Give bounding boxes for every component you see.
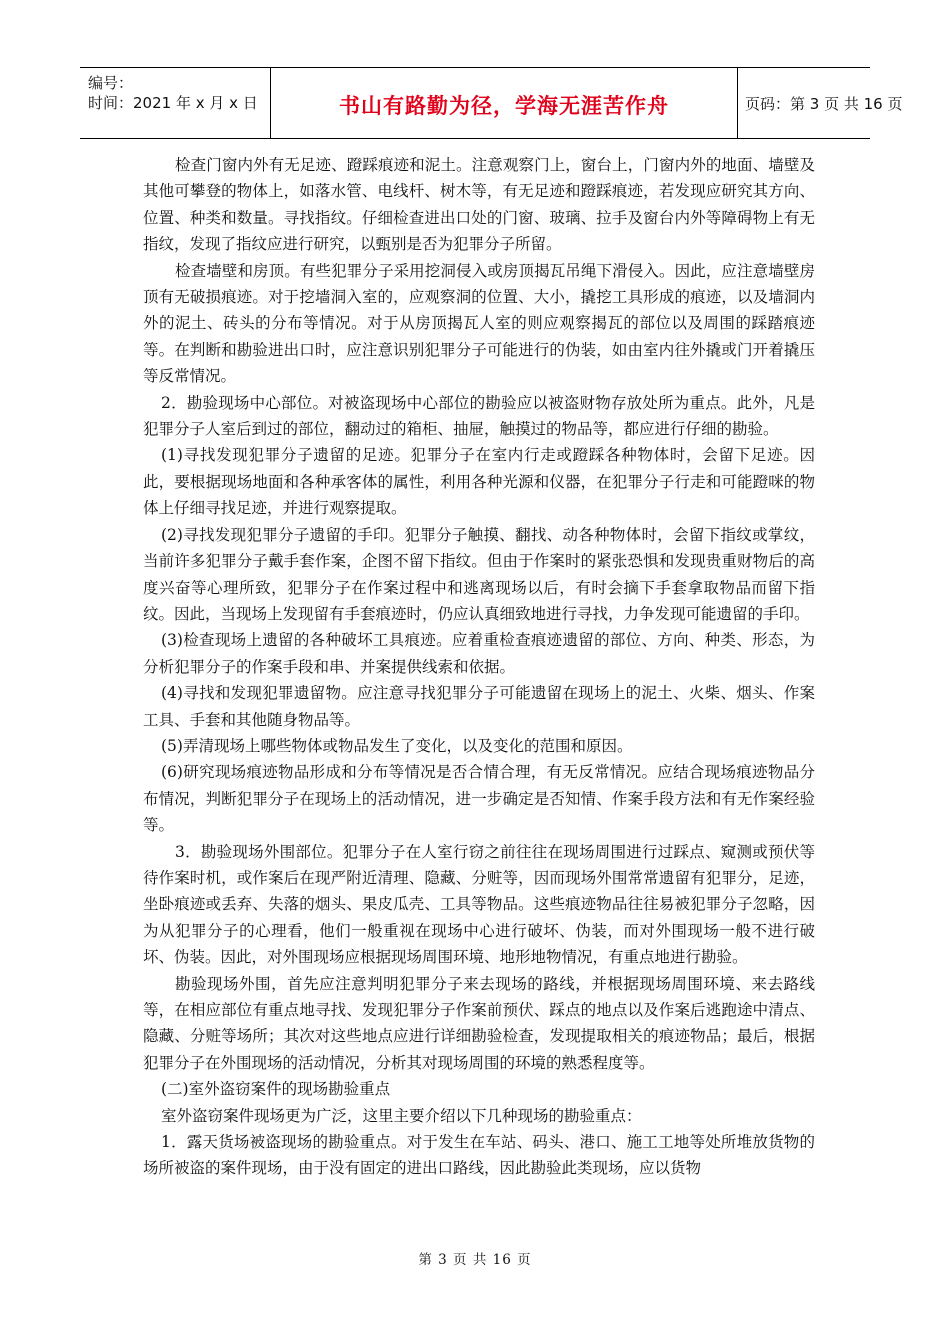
paragraph: 检查门窗内外有无足迹、蹬踩痕迹和泥土。注意观察门上，窗台上，门窗内外的地面、墙壁及其他可攀登的物体上，如落水管、电线杆、树木等，有无足迹和蹬踩痕迹，若发现应研究其方向、位置、种类和数量。寻找指纹。仔细检查进出口处的门窗、玻璃、拉手及窗台内外等障碍物上有无指纹，发现了指纹应进行研究，以甄别是否为犯罪分子所留。: [143, 156, 815, 254]
header-motto: 书山有路勤为径，学海无涯苦作舟: [339, 94, 669, 118]
header-center-cell: [270, 68, 738, 138]
page-header: [80, 67, 903, 139]
paragraph: (1)寻找发现犯罪分子遗留的足迹。犯罪分子在室内行走或蹬踩各种物体时，会留下足迹。因此，要根据现场地面和各种承客体的属性，利用各种光源和仪器，在犯罪分子行走和可能蹬咪的物体上仔细寻找足迹，并进行观察提取。: [143, 446, 815, 518]
paragraph: 1．露天货场被盗现场的勘验重点。对于发生在车站、码头、港口、施工工地等处所堆放货物的场所被盗的案件现场，由于没有固定的进出口路线，因此勘验此类现场，应以货物: [143, 1133, 815, 1178]
document-number-label: 编号：: [88, 74, 134, 92]
paragraph: 2．勘验现场中心部位。对被盗现场中心部位的勘验应以被盗财物存放处所为重点。此外，凡是犯罪分子人室后到过的部位，翻动过的箱柜、抽屉，触摸过的物品等，都应进行仔细的勘验。: [143, 393, 815, 439]
page-footer: 第 3 页 共 16 页: [418, 1252, 532, 1268]
paragraph: (2)寻找发现犯罪分子遗留的手印。犯罪分子触摸、翻找、动各种物体时，会留下指纹或掌纹，当前许多犯罪分子戴手套作案，企图不留下指纹。但由于作案时的紧张恐惧和发现贵重财物后的高度兴奋等心理所致，犯罪分子在作案过程中和逃离现场以后，有时会摘下手套拿取物品而留下指纹。因此，当现场上发现留有手套痕迹时，仍应认真细致地进行寻找，力争发现可能遗留的手印。: [143, 525, 815, 623]
paragraph: 勘验现场外围，首先应注意判明犯罪分子来去现场的路线，并根据现场周围环境、来去路线等，在相应部位有重点地寻找、发现犯罪分子作案前预伏、踩点的地点以及作案后逃跑途中清点、隐藏、分赃等场所；其次对这些地点应进行详细勘验检查，发现提取相关的痕迹物品；最后，根据犯罪分子在外围现场的活动情况，分析其对现场周围的环境的熟悉程度等。: [143, 974, 815, 1072]
header-page-info: 页码：第 3 页 共 16 页: [745, 95, 903, 113]
document-time-label: 时间：2021 年 x 月 x 日: [88, 94, 258, 112]
paragraph: (6)研究现场痕迹物品形成和分布等情况是否合情合理，有无反常情况。应结合现场痕迹物品分布情况，判断犯罪分子在现场上的活动情况，进一步确定是否知情、作案手段方法和有无作案经验等。: [143, 763, 815, 835]
section-heading: (二)室外盗窃案件的现场勘验重点: [161, 1080, 391, 1099]
paragraph: (4)寻找和发现犯罪遗留物。应注意寻找犯罪分子可能遗留在现场上的泥土、火柴、烟头、作案工具、手套和其他随身物品等。: [143, 684, 815, 729]
header-left-cell: [80, 68, 270, 138]
paragraph: 3．勘验现场外围部位。犯罪分子在人室行窃之前往往在现场周围进行过踩点、窥测或预伏等待作案时机，或作案后在现严附近清理、隐藏、分赃等，因而现场外围常常遗留有犯罪分，足迹，坐卧痕迹或丢弃、失落的烟头、果皮瓜壳、工具等物品。这些痕迹物品往往易被犯罪分子忽略，因为从犯罪分子的心理看，他们一般重视在现场中心进行破坏、伪装，而对外围现场一般不进行破坏、伪装。因此，对外围现场应根据现场周围环境、地形地物情况，有重点地进行勘验。: [143, 842, 815, 967]
paragraph: (5)弄清现场上哪些物体或物品发生了变化，以及变化的范围和原因。: [161, 736, 633, 755]
paragraph: 室外盗窃案件现场更为广泛，这里主要介绍以下几种现场的勘验重点：: [161, 1106, 642, 1125]
paragraph: 检查墙壁和房顶。有些犯罪分子采用挖洞侵入或房顶揭瓦吊绳下滑侵入。因此，应注意墙壁房顶有无破损痕迹。对于挖墙洞入室的，应观察洞的位置、大小，撬挖工具形成的痕迹，以及墙洞内外的泥土、砖头的分布等情况。对于从房顶揭瓦人室的则应观察揭瓦的部位以及周围的踩踏痕迹等。在判断和勘验进出口时，应注意识别犯罪分子可能进行的伪装，如由室内往外撬或门开着撬压等反常情况。: [143, 261, 815, 386]
paragraph: (3)检查现场上遗留的各种破坏工具痕迹。应着重检查痕迹遗留的部位、方向、种类、形态，为分析犯罪分子的作案手段和串、并案提供线索和依据。: [143, 631, 815, 676]
document-body: [143, 152, 815, 1182]
header-right-cell: [737, 68, 903, 138]
